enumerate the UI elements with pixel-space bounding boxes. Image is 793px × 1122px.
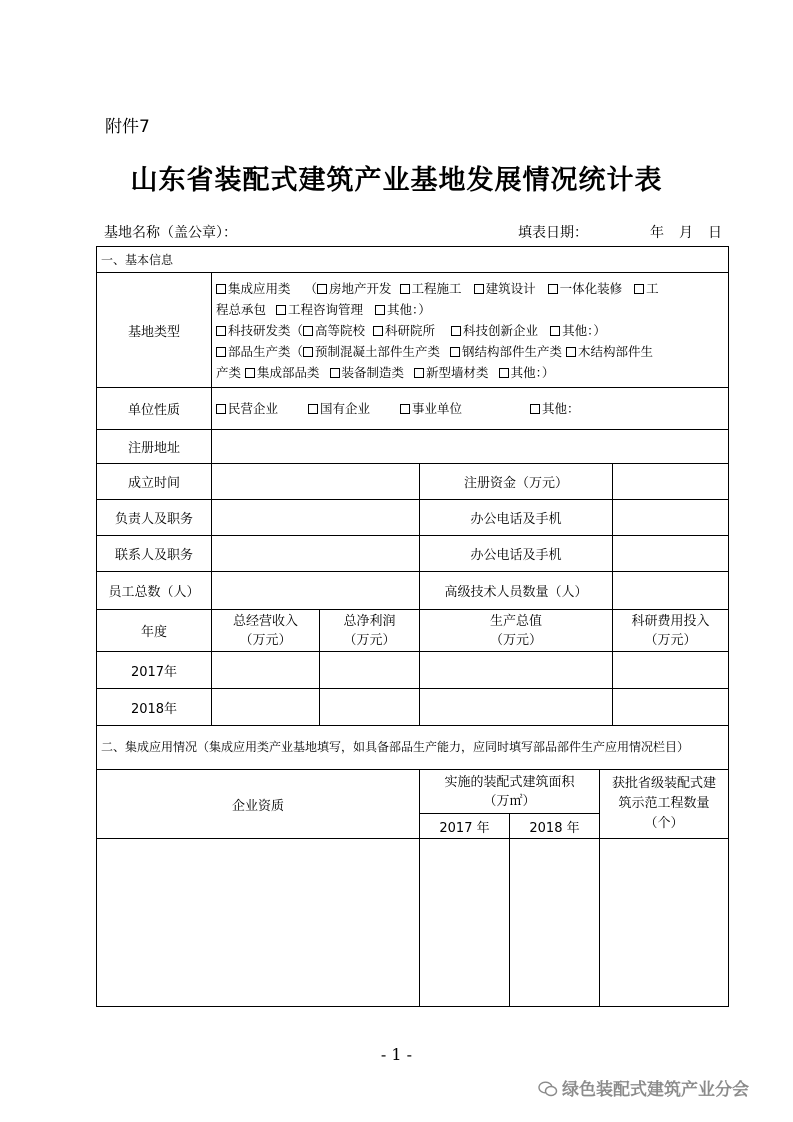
- option-public-institution: 事业单位: [412, 401, 463, 416]
- contact-field[interactable]: [212, 536, 420, 572]
- area-2018-header: 2018 年: [510, 814, 600, 839]
- option-other-1: 其他：）: [387, 301, 431, 317]
- reg-address-field[interactable]: [212, 430, 729, 464]
- reg-capital-field[interactable]: [613, 464, 729, 500]
- area-col-title: 实施的装配式建筑面积: [444, 774, 575, 790]
- checkbox[interactable]: [245, 368, 255, 378]
- date-fields: [650, 222, 737, 242]
- checkbox[interactable]: [550, 326, 560, 336]
- document-title: 山东省装配式建筑产业基地发展情况统计表: [130, 165, 663, 196]
- area-col-header: [420, 770, 600, 814]
- option-integrated-components: 集成部品类: [257, 364, 320, 380]
- senior-tech-field[interactable]: [613, 572, 729, 610]
- leader-field[interactable]: [212, 500, 420, 536]
- area-col-unit: （万㎡）: [483, 793, 536, 809]
- checkbox[interactable]: [216, 347, 226, 357]
- checkbox[interactable]: [474, 284, 484, 294]
- checkbox[interactable]: [216, 284, 226, 294]
- checkbox[interactable]: [499, 368, 509, 378]
- base-type-options: [212, 273, 729, 388]
- reg-address-label: 注册地址: [97, 430, 212, 464]
- rd-2018-field[interactable]: [613, 689, 729, 726]
- checkbox[interactable]: [548, 284, 558, 294]
- page-number: - 1 -: [380, 1045, 413, 1064]
- output-2017-field[interactable]: [420, 652, 613, 689]
- option-general-contracting-part: 工: [646, 280, 659, 296]
- year-col-header: 年度: [97, 610, 212, 652]
- option-other-2: 其他：）: [562, 322, 606, 338]
- option-integrated-application: 集成应用类: [228, 280, 291, 296]
- fill-date-label: 填表日期：: [518, 225, 588, 241]
- option-innovation-enterprise: 科技创新企业: [463, 322, 539, 338]
- option-other-nature: 其他：: [542, 401, 580, 416]
- checkbox[interactable]: [216, 326, 226, 336]
- unit-nature-options: [212, 388, 729, 430]
- year-2018-label: 2018年: [97, 689, 212, 726]
- revenue-2017-field[interactable]: [212, 652, 320, 689]
- contact-phone-label: 办公电话及手机: [420, 536, 613, 572]
- demo-col-line1: 获批省级装配式建: [612, 776, 717, 791]
- area-2017-field[interactable]: [420, 839, 510, 1007]
- checkbox[interactable]: [317, 284, 327, 294]
- revenue-col-header: [212, 610, 320, 652]
- option-equipment-manufacturing: 装备制造类: [341, 364, 405, 380]
- reg-capital-label: 注册资金（万元）: [420, 464, 613, 500]
- option-steel-structure: 钢结构部件生产类: [462, 343, 563, 359]
- demo-col-line2: 筑示范工程数量: [618, 796, 710, 811]
- option-rd: 科技研发类（: [228, 322, 304, 338]
- watermark-text: 绿色装配式建筑产业分会: [562, 1080, 749, 1100]
- area-2017-header: 2017 年: [420, 814, 510, 839]
- option-general-contracting-rest: 程总承包: [216, 301, 267, 317]
- option-research-institute: 科研院所: [385, 322, 436, 338]
- founded-field[interactable]: [212, 464, 420, 500]
- net-profit-col-header: [320, 610, 420, 652]
- year-2017-label: 2017年: [97, 652, 212, 689]
- checkbox[interactable]: [276, 305, 286, 315]
- checkbox[interactable]: [373, 326, 383, 336]
- rd-col-unit: （万元）: [644, 632, 697, 648]
- option-construction: 工程施工: [411, 280, 462, 296]
- qualification-col-header: 企业资质: [97, 770, 420, 839]
- demo-col-header: [600, 770, 729, 839]
- rd-col-header: [613, 610, 729, 652]
- output-col-header: [420, 610, 613, 652]
- staff-field[interactable]: [212, 572, 420, 610]
- base-type-label: 基地类型: [97, 273, 212, 388]
- checkbox[interactable]: [451, 326, 461, 336]
- statistics-form-table: [96, 246, 729, 1007]
- rd-col-title: 科研费用投入: [631, 613, 710, 629]
- founded-label: 成立时间: [97, 464, 212, 500]
- option-university: 高等院校: [315, 322, 366, 338]
- day-label: 日: [708, 225, 723, 241]
- area-2018-field[interactable]: [510, 839, 600, 1007]
- net-profit-2018-field[interactable]: [320, 689, 420, 726]
- leader-label: 负责人及职务: [97, 500, 212, 536]
- watermark: [538, 1075, 749, 1100]
- net-profit-col-title: 总净利润: [343, 613, 396, 629]
- checkbox[interactable]: [530, 404, 540, 414]
- checkbox[interactable]: [400, 284, 410, 294]
- unit-nature-label: 单位性质: [97, 388, 212, 430]
- section-integrated-application-title: 二、集成应用情况（集成应用类产业基地填写，如具备部品生产能力，应同时填写部品部件生产应用情况栏目）: [97, 726, 729, 770]
- checkbox[interactable]: [216, 404, 226, 414]
- checkbox[interactable]: [566, 347, 576, 357]
- revenue-col-unit: （万元）: [239, 632, 292, 648]
- month-label: 月: [679, 225, 694, 241]
- qualification-field[interactable]: [97, 839, 420, 1007]
- output-2018-field[interactable]: [420, 689, 613, 726]
- checkbox[interactable]: [303, 347, 313, 357]
- checkbox[interactable]: [308, 404, 318, 414]
- rd-2017-field[interactable]: [613, 652, 729, 689]
- revenue-2018-field[interactable]: [212, 689, 320, 726]
- checkbox[interactable]: [375, 305, 385, 315]
- senior-tech-label: 高级技术人员数量（人）: [420, 572, 613, 610]
- option-timber-structure-rest: 产类: [216, 364, 242, 380]
- demo-col-unit: （个）: [644, 816, 684, 831]
- option-consulting: 工程咨询管理: [288, 301, 364, 317]
- option-real-estate: 房地产开发: [329, 280, 392, 296]
- output-col-title: 生产总值: [489, 613, 542, 629]
- output-col-unit: （万元）: [489, 632, 542, 648]
- base-name-label: 基地名称（盖公章）：: [104, 225, 237, 241]
- checkbox[interactable]: [634, 284, 644, 294]
- staff-label: 员工总数（人）: [97, 572, 212, 610]
- option-private: 民营企业: [228, 401, 279, 416]
- leader-phone-label: 办公电话及手机: [420, 500, 613, 536]
- option-component-production: 部品生产类（: [228, 343, 304, 359]
- paren-open: （: [304, 280, 318, 296]
- checkbox[interactable]: [450, 347, 460, 357]
- year-label: 年: [650, 225, 665, 241]
- option-new-wall-materials: 新型墙材类: [426, 364, 489, 380]
- checkbox[interactable]: [414, 368, 424, 378]
- net-profit-col-unit: （万元）: [343, 632, 396, 648]
- contact-phone-field[interactable]: [613, 536, 729, 572]
- net-profit-2017-field[interactable]: [320, 652, 420, 689]
- option-precast-concrete: 预制混凝土部件生产类: [315, 343, 441, 359]
- wechat-icon: [538, 1081, 558, 1097]
- option-other-3: 其他：）: [510, 364, 555, 380]
- option-architectural-design: 建筑设计: [485, 280, 536, 296]
- contact-label: 联系人及职务: [97, 536, 212, 572]
- demo-count-field[interactable]: [600, 839, 729, 1007]
- checkbox[interactable]: [400, 404, 410, 414]
- leader-phone-field[interactable]: [613, 500, 729, 536]
- attachment-label: 附件7: [105, 117, 150, 137]
- checkbox[interactable]: [303, 326, 313, 336]
- option-state-owned: 国有企业: [320, 401, 371, 416]
- checkbox[interactable]: [330, 368, 340, 378]
- option-integrated-decoration: 一体化装修: [559, 280, 623, 296]
- section-basic-info-title: 一、基本信息: [97, 247, 729, 273]
- revenue-col-title: 总经营收入: [232, 613, 298, 629]
- option-timber-structure-part: 木结构部件生: [578, 343, 654, 359]
